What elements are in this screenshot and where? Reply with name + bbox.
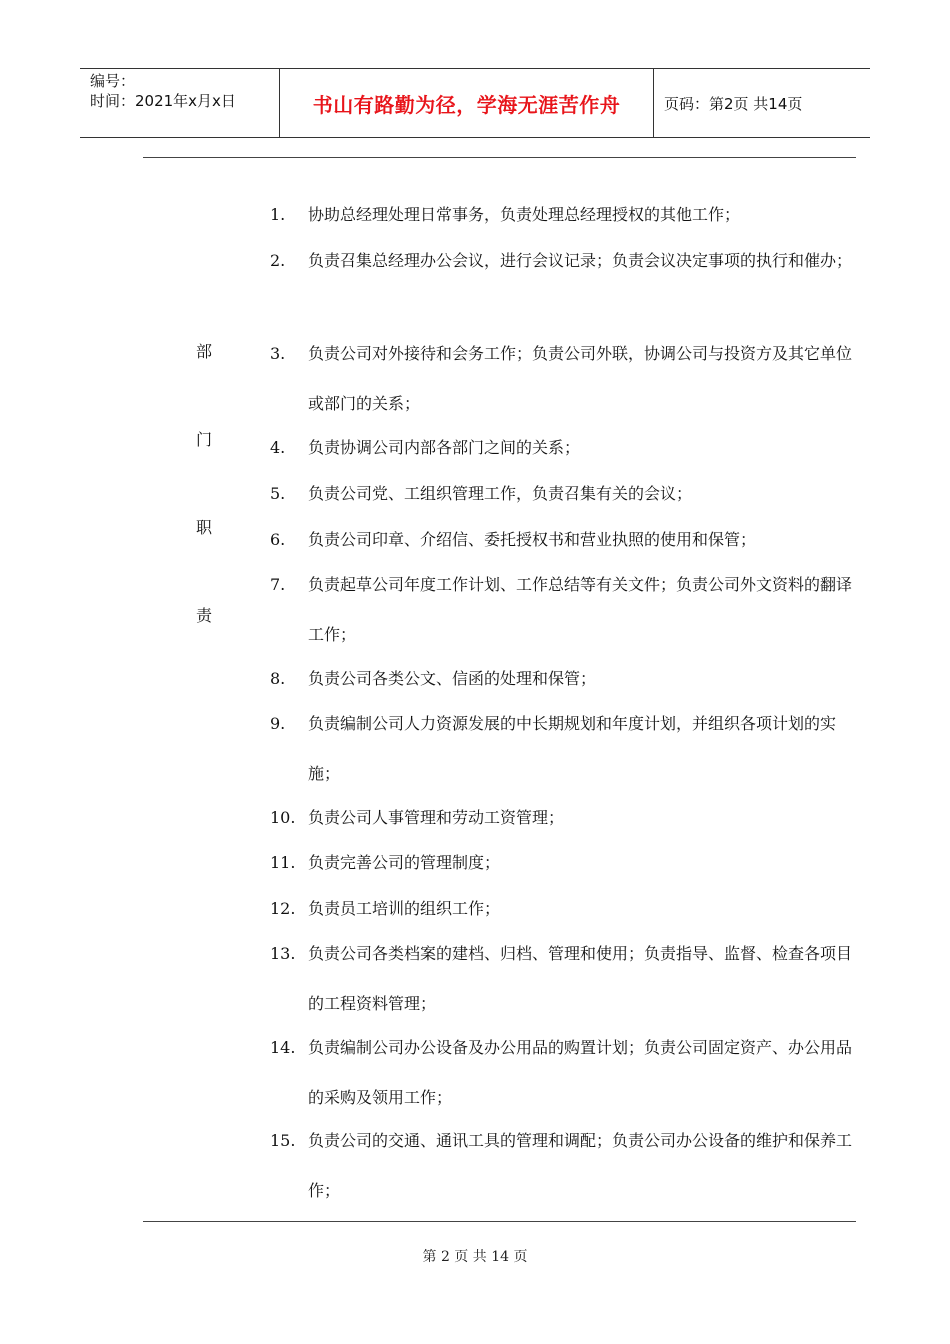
duty-number: 11. [270, 853, 296, 872]
duty-number: 2. [270, 251, 286, 270]
duty-number: 9. [270, 714, 286, 733]
duty-item [270, 884, 855, 934]
duty-item [270, 929, 855, 1029]
duty-item [270, 793, 855, 843]
duty-text: 负责完善公司的管理制度； [308, 853, 501, 872]
page-header [80, 68, 870, 138]
duty-text: 负责公司各类档案的建档、归档、管理和使用；负责指导、监督、检查各项目的工程资料管理； [308, 944, 853, 1013]
duty-text: 负责起草公司年度工作计划、工作总结等有关文件；负责公司外文资料的翻译工作； [308, 575, 853, 644]
duty-number: 15. [270, 1131, 296, 1150]
duty-number: 12. [270, 899, 296, 918]
duty-number: 5. [270, 484, 286, 503]
duty-text: 负责编制公司办公设备及办公用品的购置计划；负责公司固定资产、办公用品的采购及领用工作； [308, 1038, 853, 1107]
duty-text: 负责编制公司人力资源发展的中长期规划和年度计划，并组织各项计划的实施； [308, 714, 837, 783]
duty-item [270, 515, 855, 565]
side-label-char: 门 [196, 430, 213, 449]
duty-text: 负责公司党、工组织管理工作，负责召集有关的会议； [308, 484, 693, 503]
duty-number: 13. [270, 944, 296, 963]
side-label-char: 部 [196, 342, 213, 361]
side-label-char: 责 [196, 606, 213, 625]
document-number-label: 编号： [90, 72, 136, 90]
duty-text: 负责公司对外接待和会务工作；负责公司外联，协调公司与投资方及其它单位或部门的关系； [308, 344, 853, 413]
duty-number: 4. [270, 438, 286, 457]
header-motto: 书山有路勤为径，学海无涯苦作舟 [280, 69, 654, 137]
duty-number: 1. [270, 205, 286, 224]
duty-text: 协助总经理处理日常事务，负责处理总经理授权的其他工作； [308, 205, 741, 224]
duty-number: 7. [270, 575, 286, 594]
duty-item [270, 423, 855, 473]
duty-number: 8. [270, 669, 286, 688]
duty-number: 14. [270, 1038, 296, 1057]
page-footer: 第 2 页 共 14 页 [422, 1249, 528, 1265]
duty-number: 6. [270, 530, 286, 549]
duty-text: 负责公司印章、介绍信、委托授权书和营业执照的使用和保管； [308, 530, 757, 549]
duty-item [270, 329, 855, 429]
duty-text: 负责召集总经理办公会议，进行会议记录；负责会议决定事项的执行和催办； [308, 251, 853, 270]
duty-text: 负责公司各类公文、信函的处理和保管； [308, 669, 597, 688]
bottom-divider [143, 1221, 856, 1222]
duty-text: 负责协调公司内部各部门之间的关系； [308, 438, 581, 457]
header-page-info: 页码：第2页 共14页 [664, 94, 803, 113]
duty-item [270, 654, 855, 704]
duty-item [270, 469, 855, 519]
duty-text: 负责员工培训的组织工作； [308, 899, 501, 918]
duty-number: 3. [270, 344, 286, 363]
side-label-char: 职 [196, 518, 213, 537]
duty-item [270, 1116, 855, 1216]
duty-item [270, 236, 855, 286]
duty-number: 10. [270, 808, 296, 827]
duty-text: 负责公司人事管理和劳动工资管理； [308, 808, 565, 827]
duty-text: 负责公司的交通、通讯工具的管理和调配；负责公司办公设备的维护和保养工作； [308, 1131, 853, 1200]
top-divider [143, 157, 856, 158]
duty-item [270, 838, 855, 888]
header-meta [80, 69, 280, 137]
duty-item [270, 560, 855, 660]
duty-item [270, 190, 855, 240]
duty-item [270, 699, 855, 799]
document-time-label: 时间：2021年x月x日 [90, 92, 236, 110]
duty-item [270, 1023, 855, 1123]
